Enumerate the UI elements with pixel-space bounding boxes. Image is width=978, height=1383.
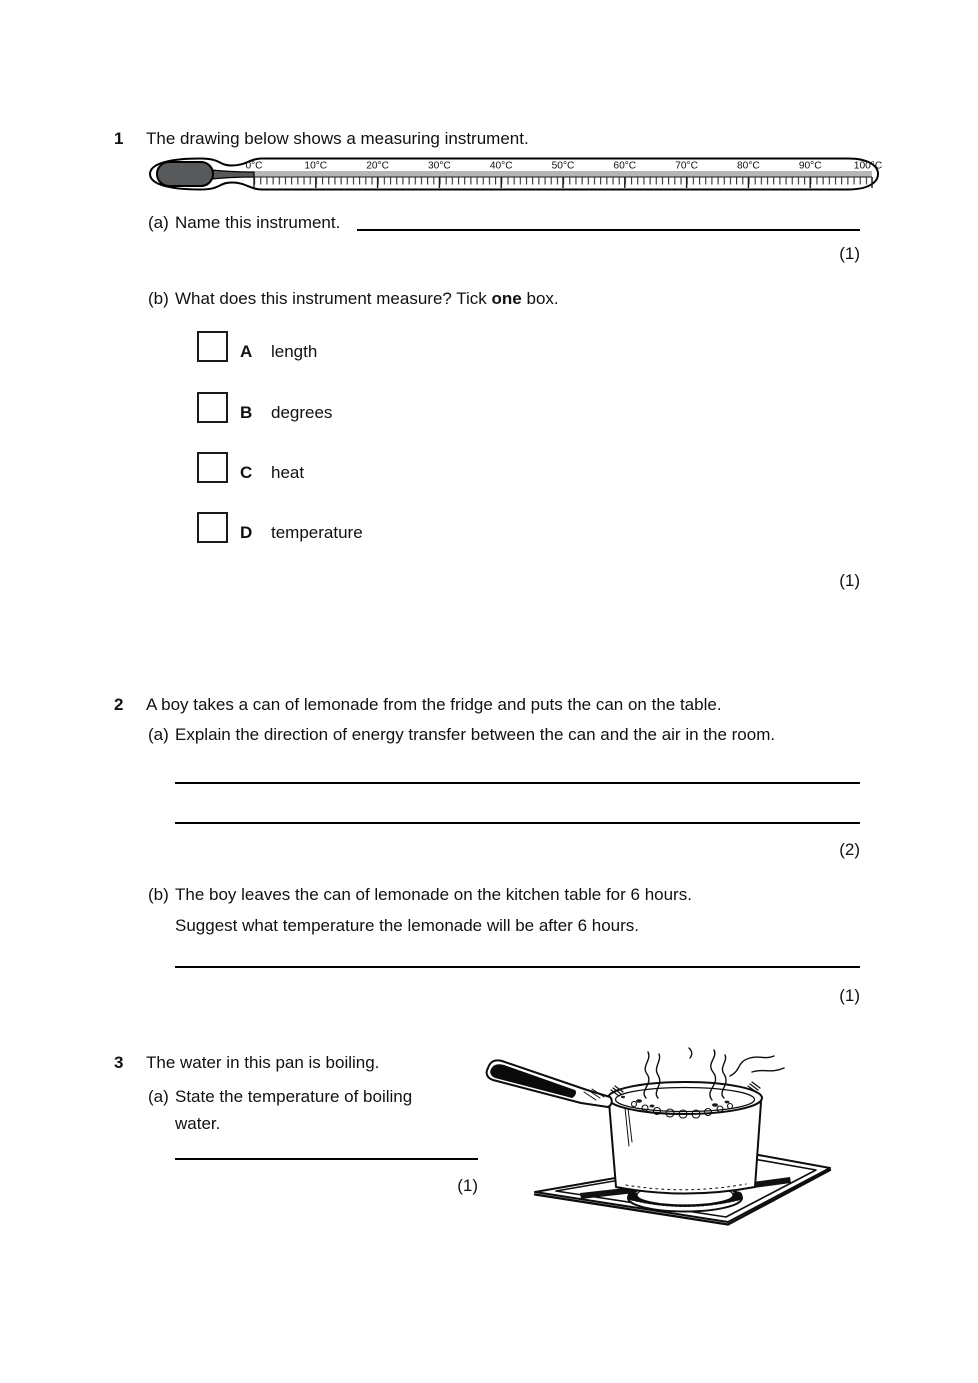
q2b-text-line2: Suggest what temperature the lemonade will be after 6 hours. — [175, 916, 639, 935]
pan-rim-inner — [616, 1088, 755, 1112]
thermometer-tube — [254, 171, 872, 177]
thermometer-illustration — [142, 152, 882, 196]
q1b-label: (b) — [148, 289, 169, 308]
q2b-label: (b) — [148, 885, 169, 904]
option-row-a — [197, 331, 317, 362]
q1a-label: (a) — [148, 213, 169, 232]
q1b-text — [175, 289, 559, 309]
q1b-text-after: box. — [521, 289, 559, 308]
q2a-text: Explain the direction of energy transfer between the can and the air in the room. — [175, 725, 776, 744]
option-letter: D — [240, 523, 253, 542]
answer-line[interactable] — [175, 782, 860, 784]
option-label: degrees — [271, 403, 333, 422]
boiling-pan-illustration — [484, 1046, 836, 1228]
question-2-number: 2 — [114, 695, 124, 714]
q1b-bold-word: one — [491, 289, 522, 308]
thermometer-scale-label: 90°C — [798, 160, 822, 172]
q2b-marks: (1) — [839, 986, 860, 1005]
q2b-text-line1: The boy leaves the can of lemonade on the kitchen table for 6 hours. — [175, 885, 692, 904]
pan-body — [609, 1102, 761, 1194]
option-checkbox-c[interactable] — [197, 452, 228, 483]
q3a-label: (a) — [148, 1087, 169, 1106]
q3a-text: State the temperature of boiling water. — [175, 1087, 413, 1133]
thermometer-scale-label: 70°C — [675, 160, 698, 172]
thermometer-scale-label: 80°C — [737, 160, 760, 172]
option-letter: A — [240, 342, 253, 361]
option-label: length — [271, 342, 318, 361]
thermometer-scale-label: 40°C — [489, 160, 513, 172]
thermometer-scale-label: 50°C — [551, 160, 575, 172]
answer-line[interactable] — [175, 1158, 478, 1160]
answer-line[interactable] — [175, 822, 860, 824]
question-2-text: A boy takes a can of lemonade from the fridge and puts the can on the table. — [146, 695, 722, 714]
q1b-marks: (1) — [839, 571, 860, 590]
q1a-marks: (1) — [839, 244, 860, 263]
option-letter: C — [240, 463, 253, 482]
question-3-number: 3 — [114, 1053, 124, 1072]
thermometer-scale-label: 30°C — [428, 160, 451, 172]
option-checkbox-b[interactable] — [197, 392, 228, 423]
q1b-text-before: What does this instrument measure? Tick — [175, 289, 492, 308]
option-letter: B — [240, 403, 253, 422]
option-row-b — [197, 392, 332, 423]
thermometer-scale-label: 0°C — [245, 160, 263, 172]
thermometer-scale-label: 60°C — [613, 160, 637, 172]
thermometer-scale-label: 20°C — [366, 160, 389, 172]
option-label: temperature — [271, 523, 363, 542]
option-row-d — [197, 512, 363, 543]
option-label: heat — [271, 463, 305, 482]
question-3-text: The water in this pan is boiling. — [146, 1053, 380, 1072]
thermometer-scale-label: 100°C — [853, 160, 882, 172]
thermometer-scale-label: 10°C — [304, 160, 328, 172]
question-1-number: 1 — [114, 129, 124, 148]
q2a-marks: (2) — [839, 840, 860, 859]
answer-line[interactable] — [357, 229, 860, 231]
q3a-marks: (1) — [457, 1176, 478, 1195]
q2a-label: (a) — [148, 725, 169, 744]
option-checkbox-a[interactable] — [197, 331, 228, 362]
thermometer-bulb — [157, 162, 213, 186]
option-row-c — [197, 452, 304, 483]
answer-line[interactable] — [175, 966, 860, 968]
option-checkbox-d[interactable] — [197, 512, 228, 543]
q1a-text: Name this instrument. — [175, 213, 341, 232]
question-1-text: The drawing below shows a measuring instrument. — [146, 129, 529, 148]
